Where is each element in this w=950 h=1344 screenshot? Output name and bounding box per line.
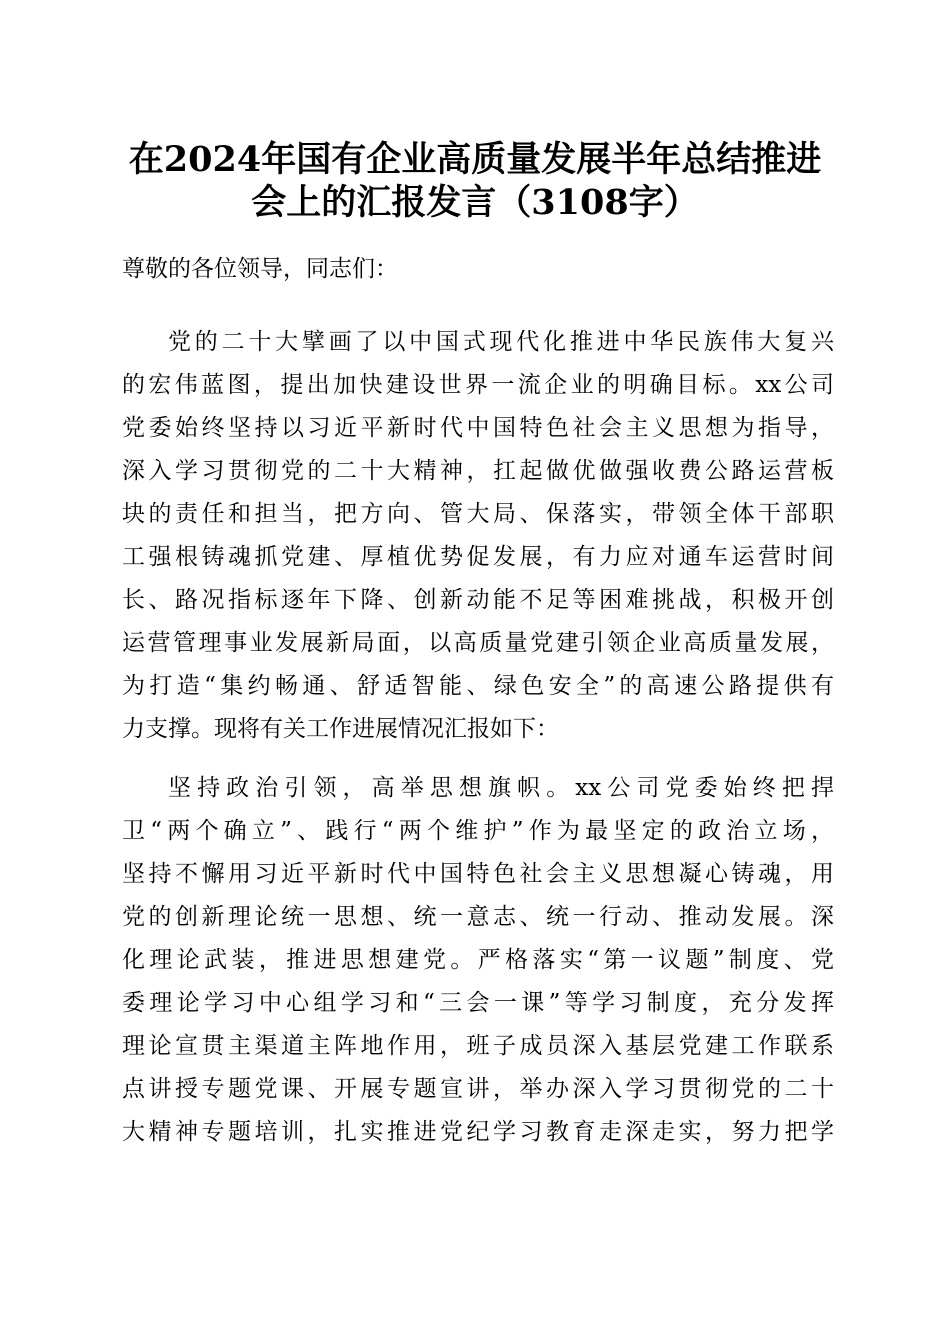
paragraph-2-line: 大精神专题培训，扎实推进党纪学习教育走深走实，努力把学 [122, 1119, 834, 1145]
paragraph-2-line: 委理论学习中心组学习和“三会一课”等学习制度，充分发挥 [122, 990, 834, 1016]
paragraph-2-line: 坚持不懈用习近平新时代中国特色社会主义思想凝心铸魂，用 [122, 861, 834, 887]
paragraph-1-line: 深入学习贯彻党的二十大精神，扛起做优做强收费公路运营板 [122, 458, 834, 484]
document-title-line-2: 会上的汇报发言（3108字） [251, 182, 699, 223]
paragraph-2-line: 卫“两个确立”、践行“两个维护”作为最坚定的政治立场， [122, 818, 834, 844]
paragraph-1-line: 运营管理事业发展新局面，以高质量党建引领企业高质量发展， [122, 630, 834, 656]
paragraph-2-line: 化理论武装，推进思想建党。严格落实“第一议题”制度、党 [122, 947, 834, 973]
paragraph-2-line: 点讲授专题党课、开展专题宣讲，举办深入学习贯彻党的二十 [122, 1076, 834, 1102]
paragraph-2-line: 坚持政治引领，高举思想旗帜。xx公司党委始终把捍 [168, 775, 834, 801]
paragraph-1-line: 块的责任和担当，把方向、管大局、保落实，带领全体干部职 [122, 501, 834, 527]
paragraph-1-line: 党委始终坚持以习近平新时代中国特色社会主义思想为指导， [122, 415, 834, 441]
paragraph-1-line: 党的二十大擘画了以中国式现代化推进中华民族伟大复兴 [168, 329, 834, 355]
document-title-line-1: 在2024年国有企业高质量发展半年总结推进 [128, 139, 822, 180]
paragraph-1-line: 长、路况指标逐年下降、创新动能不足等困难挑战，积极开创 [122, 587, 834, 613]
paragraph-1-line: 力支撑。现将有关工作进展情况汇报如下： [122, 716, 559, 742]
paragraph-2-line: 党的创新理论统一思想、统一意志、统一行动、推动发展。深 [122, 904, 834, 930]
paragraph-1-line: 为打造“集约畅通、舒适智能、绿色安全”的高速公路提供有 [122, 673, 834, 699]
paragraph-1-line: 的宏伟蓝图，提出加快建设世界一流企业的明确目标。xx公司 [122, 372, 834, 398]
paragraph-1-line: 工强根铸魂抓党建、厚植优势促发展，有力应对通车运营时间 [122, 544, 834, 570]
salutation: 尊敬的各位领导，同志们： [122, 256, 398, 282]
paragraph-2-line: 理论宣贯主渠道主阵地作用，班子成员深入基层党建工作联系 [122, 1033, 834, 1059]
